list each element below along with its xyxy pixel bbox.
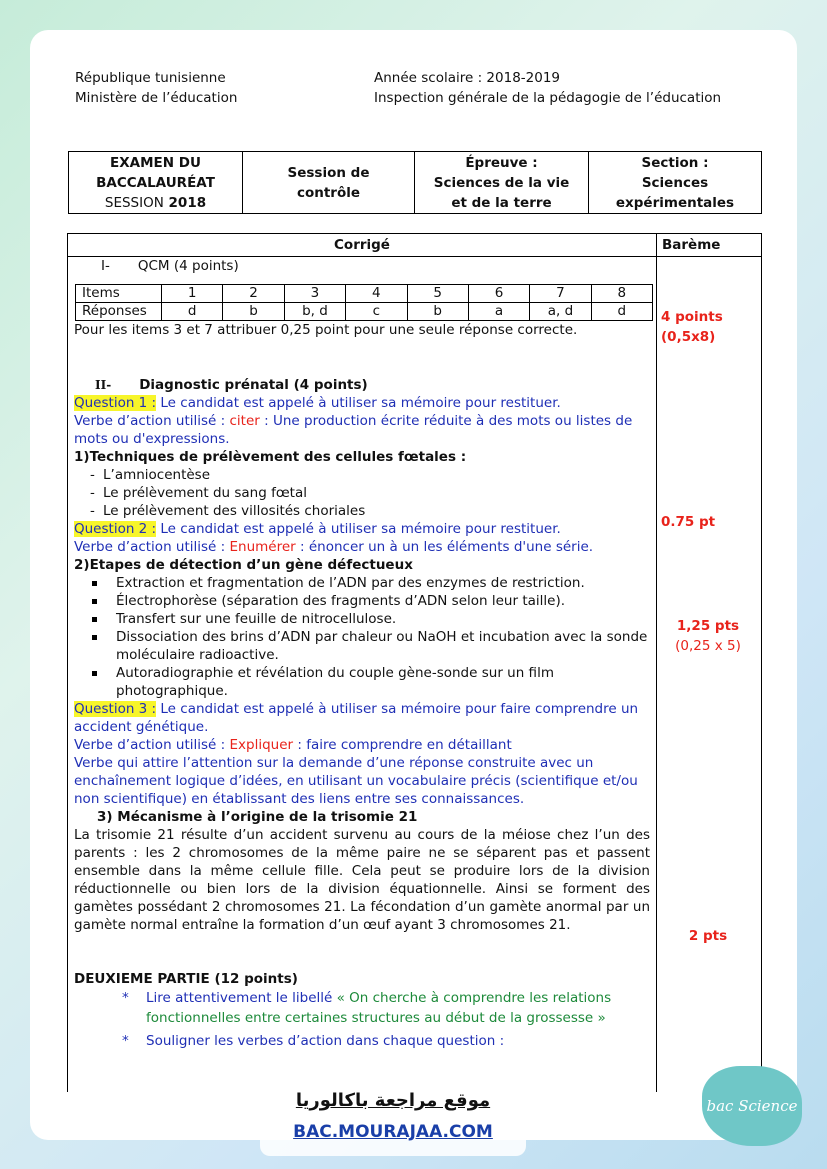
left-logo-icon <box>230 1103 262 1135</box>
list-item: Autoradiographie et révélation du couple gène-sonde sur un film photographique. <box>116 664 650 700</box>
epreuve-cell: Épreuve : Sciences de la vie et de la terre <box>415 152 589 214</box>
header-school-year: Année scolaire : 2018-2019 <box>374 70 561 86</box>
sampling-techniques-list <box>103 466 650 520</box>
column-divider <box>656 257 657 1092</box>
part3-instructions <box>146 988 650 1051</box>
score-steps: 1,25 pts (0,25 x 5) <box>675 618 741 654</box>
session-cell: Session de contrôle <box>243 152 415 214</box>
qcm-items-row: Items 1 2 3 4 5 6 7 8 <box>76 285 653 303</box>
document-page <box>30 30 797 1140</box>
list-item: * Souligner les verbes d’action dans chaque question : <box>146 1031 650 1051</box>
question-3-explanation: Verbe qui attire l’attention sur la demande d’une réponse construite avec un enchaînement logique d’idées, en utilisant un vocabulaire précis (scientifique et/ou non scientifique) en établissant des liens entre ses connaissances. <box>74 755 638 807</box>
col-corrige: Corrigé <box>68 234 657 256</box>
list-item: Électrophorèse (séparation des fragments d’ADN selon leur taille). <box>116 592 650 610</box>
question-3: Question 3 : Le candidat est appelé à utiliser sa mémoire pour faire comprendre un accident génétique. <box>74 701 639 735</box>
header-ministry: Ministère de l’éducation <box>75 90 238 106</box>
detection-steps-list <box>116 574 650 700</box>
question-2: Question 2 : Le candidat est appelé à utiliser sa mémoire pour restituer. <box>74 521 561 537</box>
exam-cell: EXAMEN DU BACCALAURÉAT SESSION 2018 <box>69 152 243 214</box>
question-1-verb: Verbe d’action utilisé : citer : Une production écrite réduite à des mots ou listes de mots ou d'expressions. <box>74 413 633 447</box>
section-2-title: 2)Etapes de détection d’un gène défectueux <box>74 557 413 573</box>
section-cell: Section : Sciences expérimentales <box>589 152 762 214</box>
list-item: * Lire attentivement le libellé « On cherche à comprendre les relations fonctionnelles entre certaines structures au début de la grossesse » <box>146 988 650 1028</box>
header-left <box>75 68 237 108</box>
part2-heading: II- Diagnostic prénatal (4 points) <box>95 377 368 393</box>
section-3-title: 3) Mécanisme à l’origine de la trisomie 21 <box>97 809 418 825</box>
list-item: - L’amniocentèse <box>103 466 650 484</box>
exam-info-table <box>68 151 762 214</box>
corrige-content <box>74 257 650 1051</box>
list-item: Extraction et fragmentation de l’ADN par des enzymes de restriction. <box>116 574 650 592</box>
section-1-title: 1)Techniques de prélèvement des cellules fœtales : <box>74 449 467 465</box>
bac-science-logo: bac Science <box>702 1066 802 1146</box>
list-item: - Le prélèvement des villosités choriales <box>103 502 650 520</box>
header-republic: République tunisienne <box>75 70 226 86</box>
correction-table <box>67 233 762 1092</box>
qcm-note: Pour les items 3 et 7 attribuer 0,25 point pour une seule réponse correcte. <box>74 322 578 338</box>
score-techniques: 0.75 pt <box>661 514 716 530</box>
qcm-answers-row: Réponses d b b, d c b a a, d d <box>76 303 653 321</box>
score-trisomy: 2 pts <box>688 928 728 944</box>
right-logo-icon <box>515 1103 547 1135</box>
question-1: Question 1 : Le candidat est appelé à utiliser sa mémoire pour restituer. <box>74 395 561 411</box>
footer-banner[interactable] <box>260 1082 526 1156</box>
question-3-verb: Verbe d’action utilisé : Expliquer : faire comprendre en détaillant <box>74 737 512 753</box>
header-right <box>374 68 721 108</box>
footer-arabic-title: موقع مراجعة باكالوريا <box>295 1090 491 1111</box>
question-2-verb: Verbe d’action utilisé : Enumérer : énoncer un à un les éléments d'une série. <box>74 539 594 555</box>
score-qcm: 4 points (0,5x8) <box>661 309 723 345</box>
list-item: - Le prélèvement du sang fœtal <box>103 484 650 502</box>
header-inspection: Inspection générale de la pédagogie de l’éducation <box>374 90 722 106</box>
section-3-text: La trisomie 21 résulte d’un accident survenu au cours de la méiose chez l’un des parents : les 2 chromosomes de la même paire ne se séparent pas et passent ensemble dans la même cellule fille. Cela peut se produire lors de la division réductionnelle ou bien lors de la division équationnelle. Ainsi se forment des gamètes possédant 2 chromosomes 21. La fécondation d’un gamète anormal par un gamète normal entraîne la formation d’un œuf ayant 3 chromosomes 21. <box>74 827 650 933</box>
part1-heading: I- QCM (4 points) <box>101 258 239 274</box>
list-item: Transfert sur une feuille de nitrocellulose. <box>116 610 650 628</box>
footer-site-link[interactable]: BAC.MOURAJAA.COM <box>293 1122 493 1142</box>
list-item: Dissociation des brins d’ADN par chaleur ou NaOH et incubation avec la sonde moléculaire radioactive. <box>116 628 650 664</box>
correction-header <box>68 234 761 257</box>
col-bareme: Barème <box>662 237 721 253</box>
qcm-table <box>75 284 653 321</box>
part3-heading: DEUXIEME PARTIE (12 points) <box>74 971 298 987</box>
